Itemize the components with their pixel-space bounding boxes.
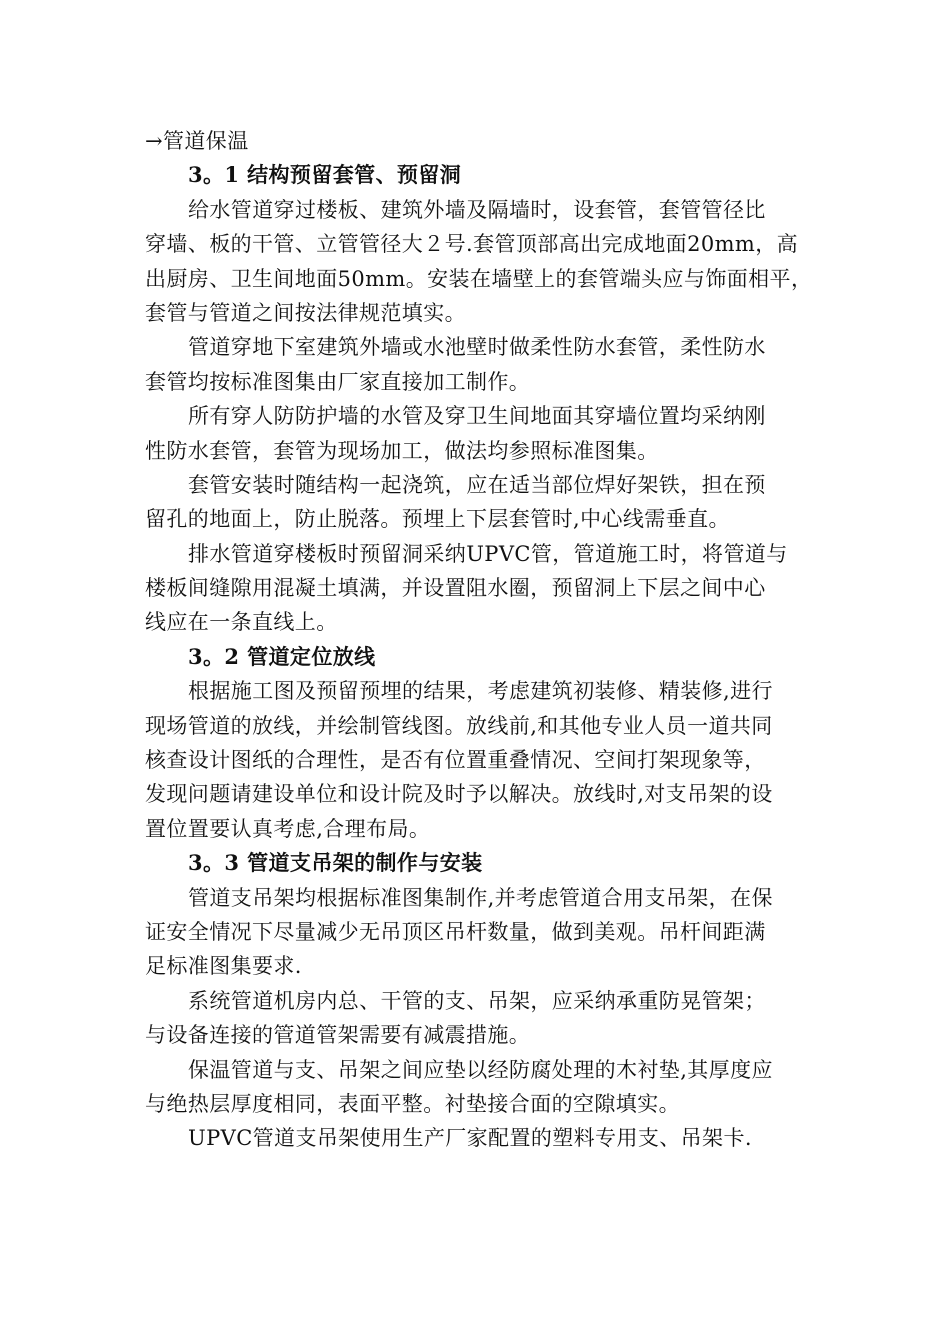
text-line: 楼板间缝隙用混凝土填满，并设置阻水圈，预留洞上下层之间中心 bbox=[145, 576, 766, 601]
text-line: 置位置要认真考虑,合理布局。 bbox=[145, 816, 431, 841]
text-line: UPVC管道支吊架使用生产厂家配置的塑料专用支、吊架卡. bbox=[188, 1126, 752, 1151]
text-line: 套管与管道之间按法律规范填实。 bbox=[145, 300, 466, 325]
text-line: 保温管道与支、吊架之间应垫以经防腐处理的木衬垫,其厚度应 bbox=[188, 1057, 773, 1082]
text-line: 穿墙、板的干管、立管管径大２号.套管顶部高出完成地面20mm，高 bbox=[145, 232, 799, 257]
text-line: 套管安装时随结构一起浇筑，应在适当部位焊好架铁，担在预 bbox=[188, 472, 766, 497]
text-line: 管道穿地下室建筑外墙或水池壁时做柔性防水套管，柔性防水 bbox=[188, 335, 766, 360]
text-line: 出厨房、卫生间地面50mm。安装在墙壁上的套管端头应与饰面相平， bbox=[145, 266, 813, 291]
text-line: 所有穿人防防护墙的水管及穿卫生间地面其穿墙位置均采纳刚 bbox=[188, 404, 766, 429]
text-line: →管道保温 bbox=[145, 129, 249, 153]
section-heading: 3。1 结构预留套管、预留洞 bbox=[188, 162, 462, 188]
text-line: 性防水套管，套管为现场加工，做法均参照标准图集。 bbox=[145, 438, 659, 463]
text-line: 证安全情况下尽量减少无吊顶区吊杆数量，做到美观。吊杆间距满 bbox=[145, 919, 766, 944]
text-line: 线应在一条直线上。 bbox=[145, 610, 338, 635]
section-heading: 3。3 管道支吊架的制作与安装 bbox=[188, 850, 483, 876]
text-line: 核查设计图纸的合理性，是否有位置重叠情况、空间打架现象等， bbox=[145, 748, 766, 773]
text-line: 足标准图集要求. bbox=[145, 954, 302, 979]
text-line: 根据施工图及预留预埋的结果，考虑建筑初装修、精装修,进行 bbox=[188, 679, 773, 704]
text-line: 系统管道机房内总、干管的支、吊架，应采纳承重防晃管架； bbox=[188, 988, 766, 1013]
section-heading: 3。2 管道定位放线 bbox=[188, 643, 376, 669]
document-body bbox=[145, 124, 817, 1156]
text-line: 与绝热层厚度相同，表面平整。衬垫接合面的空隙填实。 bbox=[145, 1091, 680, 1116]
text-line: 与设备连接的管道管架需要有减震措施。 bbox=[145, 1023, 531, 1048]
text-line: 套管均按标准图集由厂家直接加工制作。 bbox=[145, 369, 531, 394]
text-line: 给水管道穿过楼板、建筑外墙及隔墙时，设套管，套管管径比 bbox=[188, 197, 766, 222]
text-line: 现场管道的放线，并绘制管线图。放线前,和其他专业人员一道共同 bbox=[145, 713, 773, 738]
text-line: 留孔的地面上，防止脱落。预埋上下层套管时,中心线需垂直。 bbox=[145, 507, 730, 532]
text-line: 排水管道穿楼板时预留洞采纳UPVC管，管道施工时，将管道与 bbox=[188, 541, 788, 566]
text-line: 管道支吊架均根据标准图集制作,并考虑管道合用支吊架，在保 bbox=[188, 885, 773, 910]
text-line: 发现问题请建设单位和设计院及时予以解决。放线时,对支吊架的设 bbox=[145, 782, 773, 807]
